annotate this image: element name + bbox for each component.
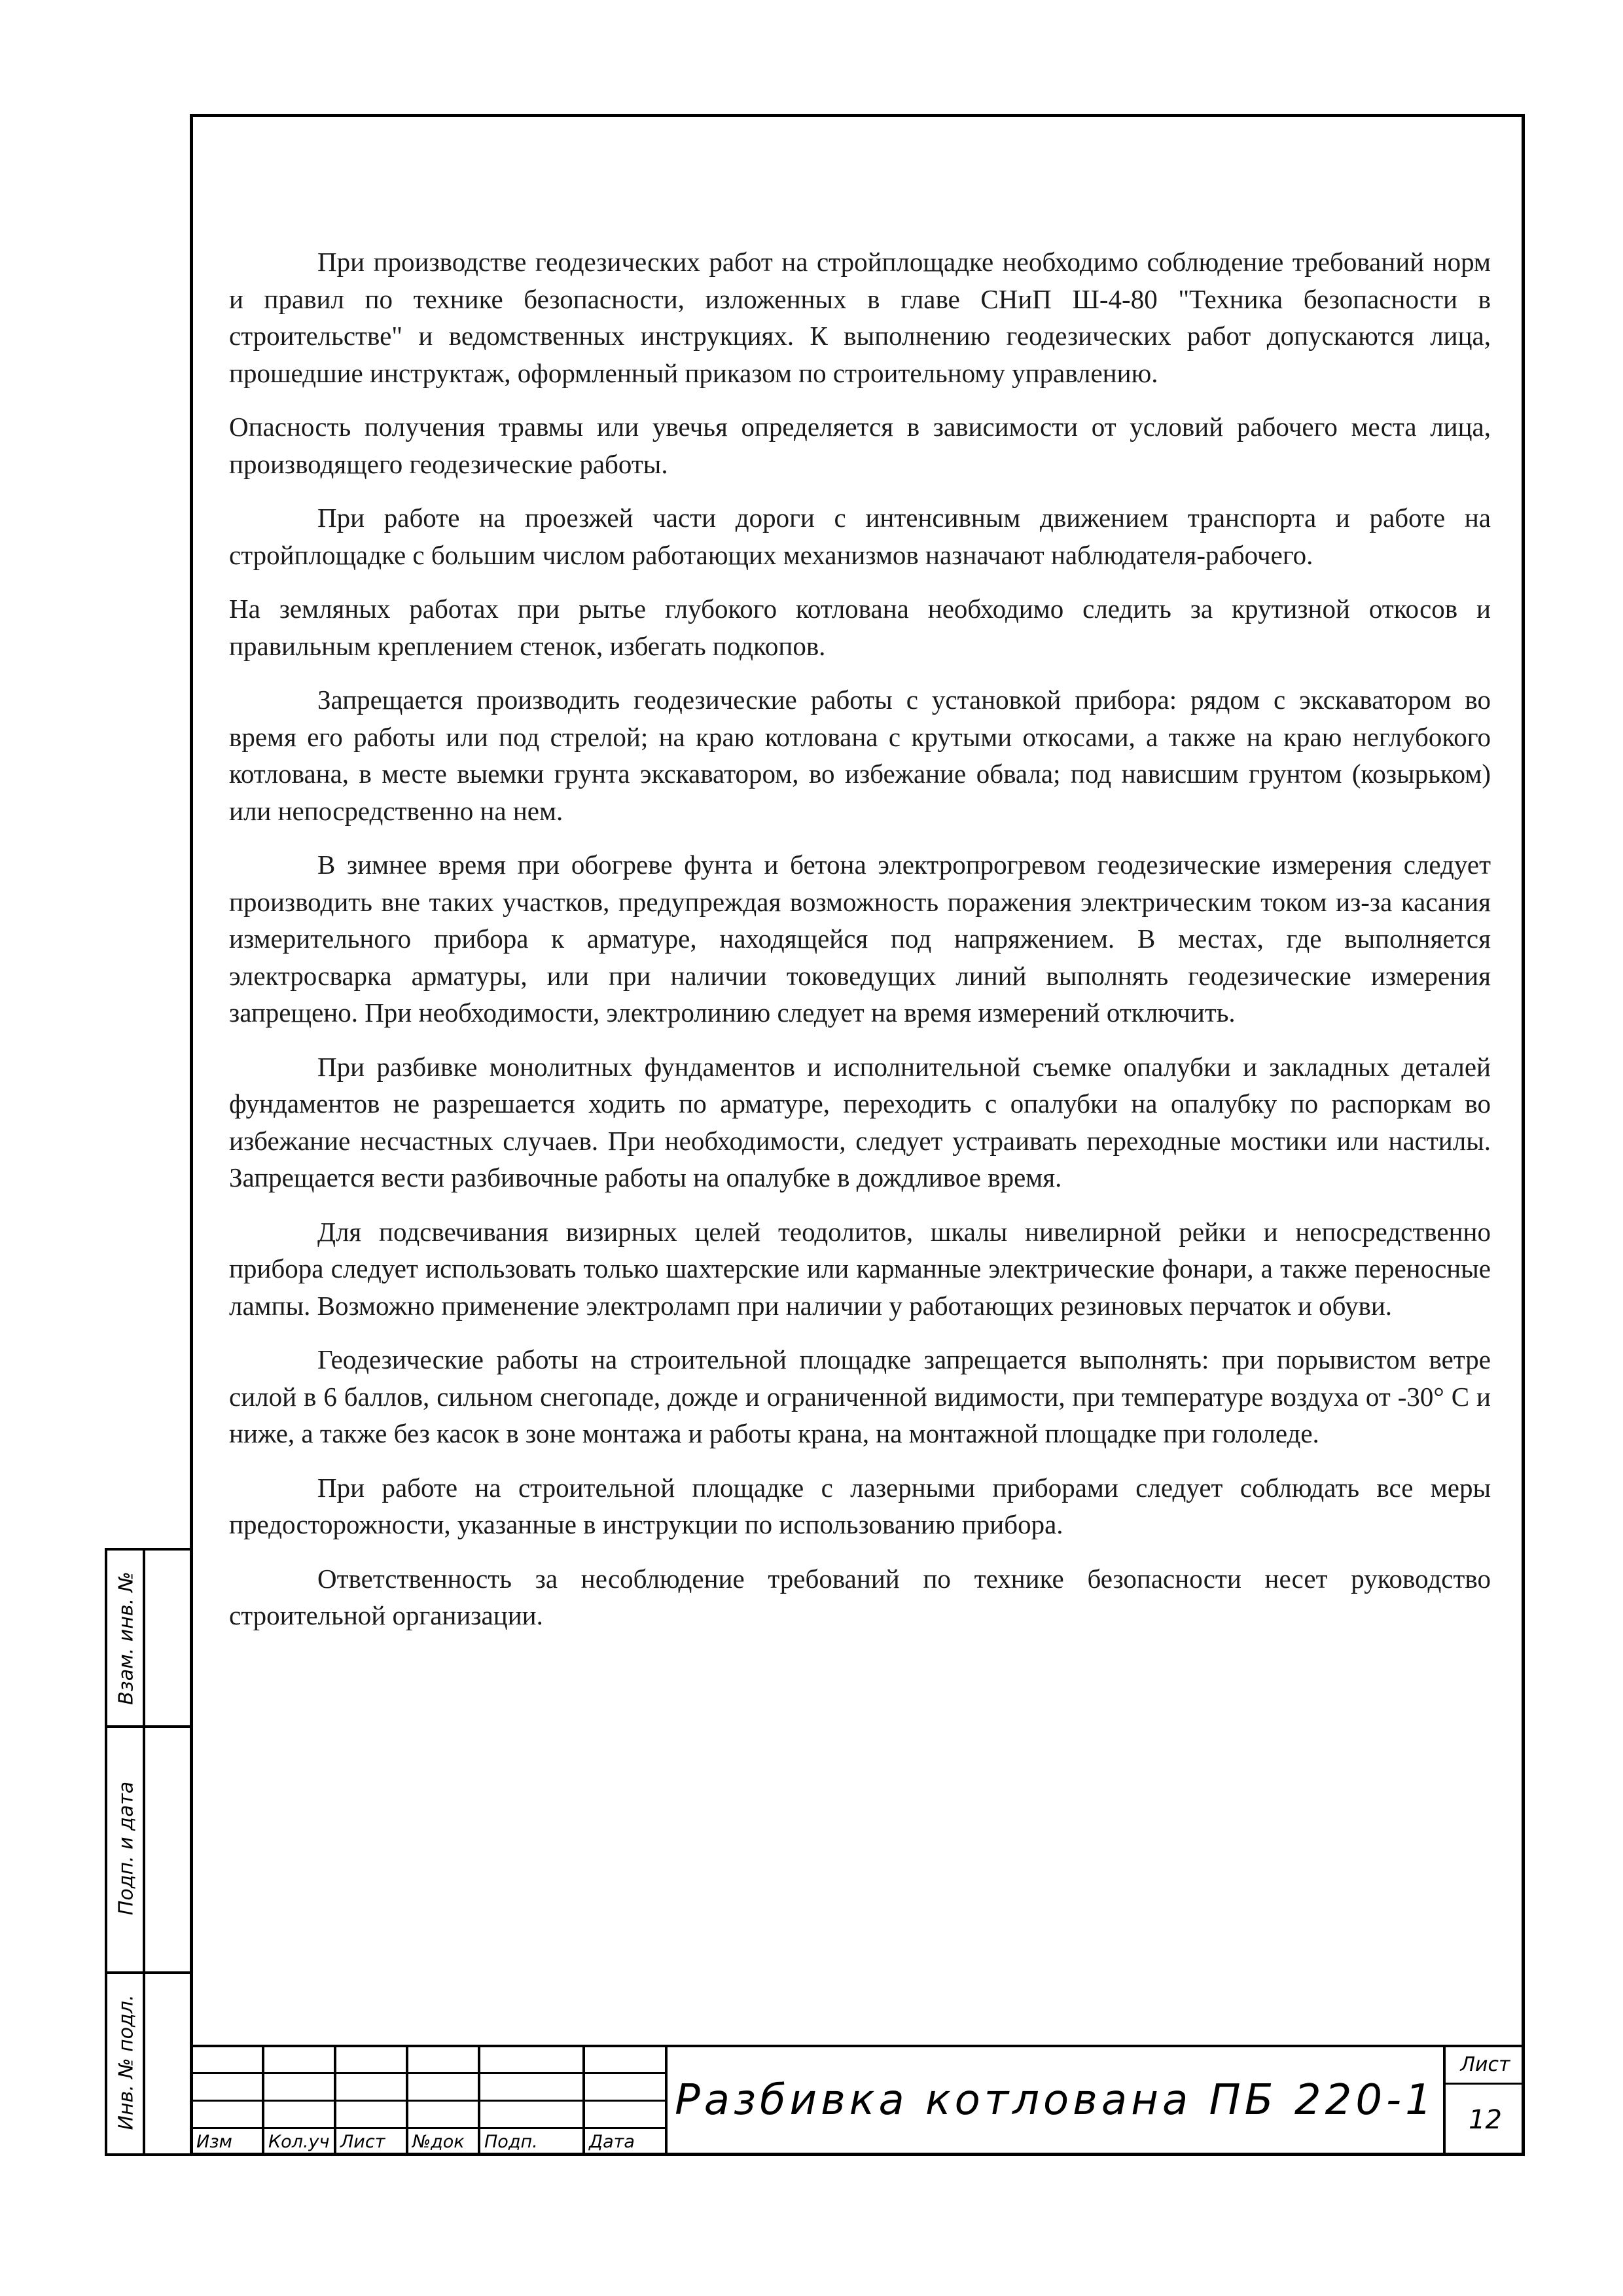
title-block-top-line [190, 2045, 1525, 2047]
col-list: Лист [340, 2131, 385, 2152]
col-podp: Подп. [484, 2131, 538, 2152]
paragraph: При производстве геодезических работ на стройплощадке необходимо соблюдение требований норм и правил по технике безопасности, изложенных в главе СНиП Ш-4-80 "Техника безопасности в строительстве" и ведомственных инструкциях. К выполнению геодезических работ допускаются лица, прошедшие инструктаж, оформленный приказом по строительному управлению. [229, 247, 1491, 388]
paragraph: Геодезические работы на строительной площадке запрещается выполнять: при порывистом ветре силой в 6 баллов, сильном снегопаде, дожде и ограниченной видимости, при температуре воздуха от -30° С и ниже, а также без касок в зоне монтажа и работы крана, на монтажной площадке при гололеде. [229, 1344, 1491, 1448]
col-izm: Изм [196, 2131, 232, 2152]
paragraph: Запрещается производить геодезические работы с установкой прибора: рядом с экскаватором во время его работы или под стрелой; на краю котлована с крутыми откосами, а также на краю неглубокого котлована, в месте выемки грунта экскаватором, во избежание обвала; под нависшим грунтом (козырьком) или непосредственно на нем. [229, 685, 1491, 826]
col-ndok: №док [412, 2131, 465, 2152]
sheet-label: Лист [1460, 2053, 1510, 2076]
margin-label-vzam-inv: Взам. инв. № [115, 1571, 138, 1705]
title-block [190, 2045, 1525, 2156]
paragraph: При работе на строительной площадке с лазерными приборами следует соблюдать все меры предосторожности, указанные в инструкции по использованию прибора. [229, 1472, 1491, 1539]
col-data: Дата [589, 2131, 635, 2152]
margin-cell-vzam-inv [105, 1548, 190, 1728]
paragraph: На земляных работах при рытье глубокого котлована необходимо следить за крутизной откосов и правильным креплением стенок, избегать подкопов. [229, 594, 1491, 661]
margin-label-podp-data: Подп. и дата [115, 1781, 138, 1916]
paragraph: В зимнее время при обогреве фунта и бетона электропрогревом геодезические измерения следует производить вне таких участков, предупреждая возможность поражения электрическим током из-за касания измерительного прибора к арматуре, находящейся под напряжением. В местах, где выполняется электросварка арматуры, или при наличии токоведущих линий выполнять геодезические измерения запрещено. При необходимости, электролинию следует на время измерений отключить. [229, 850, 1491, 1028]
col-kol-uch: Кол.уч [268, 2131, 330, 2152]
paragraph: Опасность получения травмы или увечья определяется в зависимости от условий рабочего места лица, производящего геодезические работы. [229, 412, 1491, 479]
paragraph: При разбивке монолитных фундаментов и исполнительной съемке опалубки и закладных деталей фундаментов не разрешается ходить по арматуре, переходить с опалубки на опалубку по распоркам во избежание несчастных случаев. При необходимости, следует устраивать переходные мостики или настилы. Запрещается вести разбивочные работы на опалубке в дождливое время. [229, 1051, 1491, 1193]
margin-label-inv-podl: Инв. № подл. [115, 1994, 138, 2130]
document-body [229, 243, 1491, 1651]
sheet-number: 12 [1469, 2105, 1502, 2135]
paragraph: Ответственность за несоблюдение требований по технике безопасности несет руководство строительной организации. [229, 1563, 1491, 1630]
margin-cell-inv-podl [105, 1971, 190, 2156]
margin-cell-podp-data [105, 1725, 190, 1974]
paragraph: Для подсвечивания визирных целей теодолитов, шкалы нивелирной рейки и непосредственно прибора следует использовать только шахтерские или карманные электрические фонари, а также переносные лампы. Возможно применение электроламп при наличии у работающих резиновых перчаток и обуви. [229, 1216, 1491, 1321]
drawing-title: Разбивка котлована ПБ 220-1 [675, 2076, 1436, 2125]
paragraph: При работе на проезжей части дороги с интенсивным движением транспорта и работе на стройплощадке с большим числом работающих механизмов назначают наблюдателя-рабочего. [229, 503, 1491, 570]
